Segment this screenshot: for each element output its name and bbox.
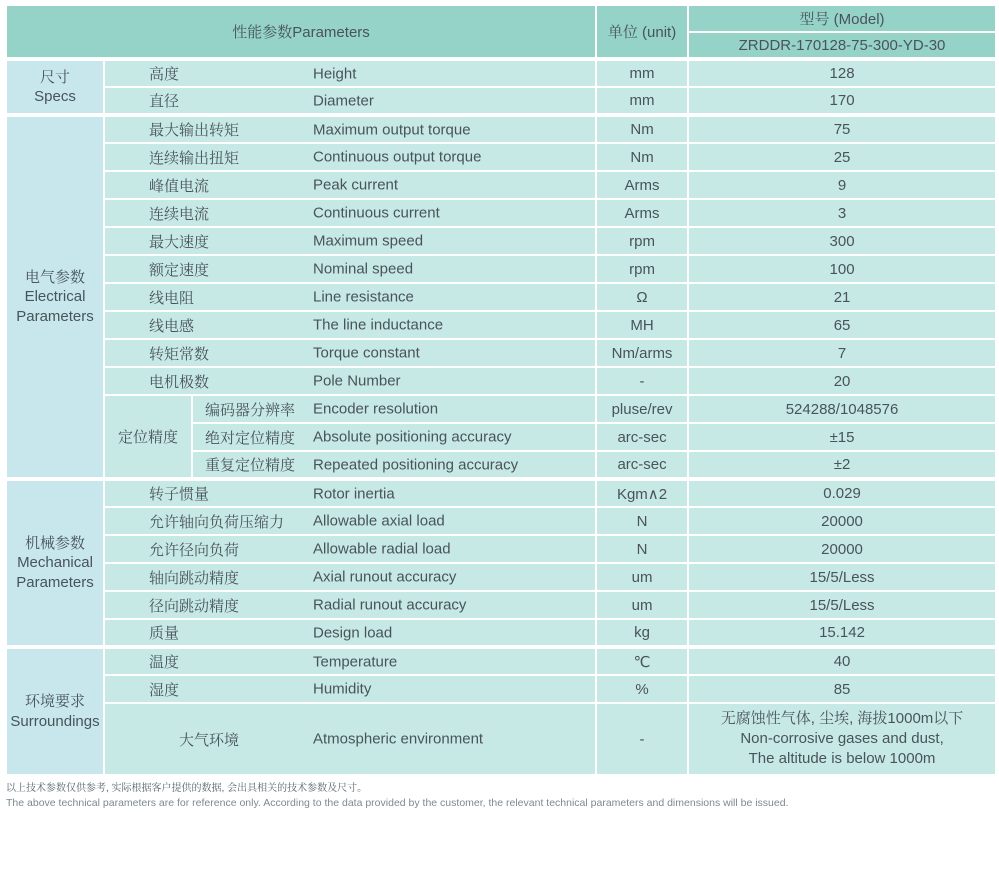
unit-value: Arms [596,199,688,227]
table-row [6,311,996,339]
section-label-en: Mechanical Parameters [16,554,94,591]
parameter-en: Continuous current [313,204,440,222]
parameter-en: Allowable radial load [313,540,451,558]
model-value: 75 [688,115,996,143]
model-value: 20000 [688,507,996,535]
unit-value: arc-sec [596,423,688,451]
footnote [5,776,995,810]
model-value: 170 [688,87,996,115]
parameter-en: Height [313,65,357,82]
section-label-specs [6,59,104,115]
model-value: 25 [688,143,996,171]
table-row [6,703,996,775]
parameters-header: 性能参数Parameters [6,5,596,59]
section-label-en: Specs [34,88,76,105]
parameter-cell [104,339,596,367]
parameter-cn: 转矩常数 [149,345,210,363]
subgroup-label-positioning-accuracy: 定位精度 [104,395,192,479]
parameter-cell [104,591,596,619]
parameter-en: Rotor inertia [313,485,395,502]
model-value: 3 [688,199,996,227]
parameter-cn: 大气环境 [178,731,239,749]
table-row [6,59,996,87]
parameter-en: Temperature [313,653,398,670]
unit-value: ℃ [596,647,688,675]
table-row [6,255,996,283]
unit-value: rpm [596,227,688,255]
table-row [6,367,996,395]
section-label-cn: 尺寸 [39,68,70,86]
unit-value: Arms [596,171,688,199]
parameter-en: Maximum output torque [313,121,471,138]
parameter-en: Pole Number [313,372,401,390]
parameter-cell [104,59,596,87]
parameter-cn: 额定速度 [149,261,210,279]
model-value: 524288/1048576 [688,395,996,423]
table-row [6,227,996,255]
unit-value: N [596,507,688,535]
parameter-cn: 高度 [149,66,180,83]
model-value: 40 [688,647,996,675]
parameter-cell [104,283,596,311]
unit-value: kg [596,619,688,647]
parameter-en: Absolute positioning accuracy [313,428,512,446]
parameter-cn: 允许径向负荷 [149,541,240,559]
table-row [6,647,996,675]
table-row [6,115,996,143]
atmosphere-line-en1: Non-corrosive gases and dust, [740,729,944,747]
unit-value: mm [596,59,688,87]
table-row [6,507,996,535]
parameter-cell [104,647,596,675]
parameter-cn: 直径 [149,93,180,110]
model-value: 128 [688,59,996,87]
parameter-cn: 允许轴向负荷压缩力 [149,513,285,531]
footnote-en: The above technical parameters are for reference only. According to the data provided by the customer, the relevant technical parameters and dimensions will be issued. [6,796,789,809]
parameter-en: Line resistance [313,288,414,306]
parameter-en: Allowable axial load [313,512,445,530]
parameter-cell [104,619,596,647]
footnote-cn: 以上技术参数仅供参考, 实际根据客户提供的数据, 会出具相关的技术参数及尺寸。 [6,783,368,794]
parameter-cell [104,227,596,255]
parameter-en: Torque constant [313,344,420,362]
parameter-en: Maximum speed [313,232,424,250]
parameter-cell [104,675,596,703]
unit-value: Nm/arms [596,339,688,367]
model-value: 9 [688,171,996,199]
parameter-en: The line inductance [313,316,444,334]
unit-value: arc-sec [596,451,688,479]
parameter-cn: 质量 [149,625,180,642]
section-label-surroundings [6,647,104,775]
atmosphere-line-en2: The altitude is below 1000m [748,750,936,768]
model-value: ±15 [688,423,996,451]
unit-value: Ω [596,283,688,311]
table-row [6,563,996,591]
parameter-cell [104,115,596,143]
model-value: 7 [688,339,996,367]
parameter-cell [104,171,596,199]
parameter-cn: 线电阻 [149,289,195,307]
section-label-en: Surroundings [10,712,100,730]
unit-header: 单位 (unit) [596,5,688,59]
parameter-cell [104,563,596,591]
model-value: 100 [688,255,996,283]
parameter-cn: 绝对定位精度 [205,429,296,447]
unit-value: Nm [596,115,688,143]
parameter-cn: 最大输出转矩 [149,122,240,139]
model-value: 21 [688,283,996,311]
table-row [6,283,996,311]
table-row [6,87,996,115]
parameter-cell [104,479,596,507]
unit-value: - [596,367,688,395]
parameter-cell [104,255,596,283]
parameter-cell [104,507,596,535]
parameter-cn: 最大速度 [149,233,210,251]
parameter-en: Encoder resolution [313,400,439,418]
unit-value: mm [596,87,688,115]
model-value: 15.142 [688,619,996,647]
parameter-cell [192,423,596,451]
table-row [6,143,996,171]
parameter-cn: 电机极数 [149,373,210,391]
parameter-en: Diameter [313,92,374,109]
parameter-en: Nominal speed [313,260,414,278]
parameter-cn: 编码器分辨率 [205,401,296,419]
parameter-cn: 温度 [149,654,180,671]
unit-value: Nm [596,143,688,171]
model-number: ZRDDR-170128-75-300-YD-30 [688,32,996,59]
parameter-cn: 湿度 [149,681,180,699]
model-value [688,703,996,775]
unit-value: % [596,675,688,703]
table-row [6,591,996,619]
parameter-en: Radial runout accuracy [313,596,467,614]
unit-value: MH [596,311,688,339]
parameter-cn: 连续输出扭矩 [149,149,240,167]
unit-value: um [596,563,688,591]
parameter-cell [104,367,596,395]
parameter-cell [104,143,596,171]
section-label-electrical [6,115,104,479]
model-value: ±2 [688,451,996,479]
parameter-cn: 重复定位精度 [205,457,296,474]
parameter-cn: 峰值电流 [149,177,210,195]
model-value: 0.029 [688,479,996,507]
table-row [6,675,996,703]
parameter-cell [104,87,596,115]
parameter-en: Axial runout accuracy [313,568,457,586]
parameter-en: Humidity [313,680,372,698]
table-row [6,199,996,227]
section-label-en: Electrical Parameters [16,288,94,325]
parameter-en: Continuous output torque [313,148,482,166]
parameter-cell [192,451,596,479]
unit-value: Kgm∧2 [596,479,688,507]
table-row [6,339,996,367]
section-label-cn: 电气参数 [24,268,85,286]
model-value: 15/5/Less [688,563,996,591]
model-value: 300 [688,227,996,255]
parameter-cell [192,395,596,423]
section-label-mechanical [6,479,104,647]
model-value: 20000 [688,535,996,563]
table-row [6,395,996,423]
model-value: 15/5/Less [688,591,996,619]
parameter-en: Design load [313,624,393,641]
model-header: 型号 (Model) [688,5,996,32]
section-label-cn: 机械参数 [24,534,85,552]
parameter-cell [104,535,596,563]
model-value: 65 [688,311,996,339]
table-row [6,171,996,199]
parameter-cn: 转子惯量 [149,486,210,503]
atmosphere-line-cn: 无腐蚀性气体, 尘埃, 海拔1000m以下 [720,709,964,727]
table-row [6,479,996,507]
section-label-cn: 环境要求 [24,693,85,710]
parameter-cn: 线电感 [149,317,195,335]
parameter-cn: 轴向跳动精度 [149,569,240,587]
parameter-cn: 连续电流 [149,205,210,223]
parameter-cell [104,703,596,775]
unit-value: N [596,535,688,563]
parameter-cn: 径向跳动精度 [149,597,240,615]
unit-value: um [596,591,688,619]
parameter-en: Peak current [313,176,399,194]
parameter-cell [104,199,596,227]
unit-value: - [596,703,688,775]
unit-value: rpm [596,255,688,283]
model-value: 20 [688,367,996,395]
parameter-en: Atmospheric environment [313,730,484,748]
unit-value: pluse/rev [596,395,688,423]
model-value: 85 [688,675,996,703]
parameter-en: Repeated positioning accuracy [313,456,519,473]
table-row [6,619,996,647]
spec-table [5,4,997,776]
table-row [6,535,996,563]
parameter-cell [104,311,596,339]
